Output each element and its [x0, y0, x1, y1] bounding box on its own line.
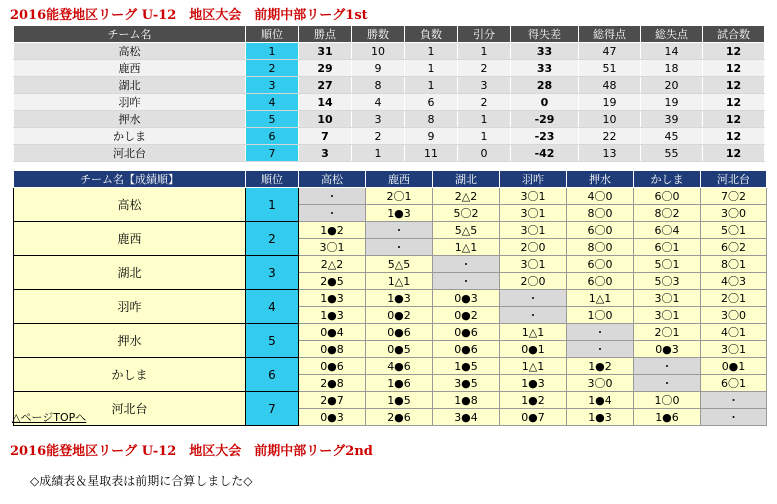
- results-self-cell: ・: [567, 341, 634, 358]
- standings-row: [14, 145, 765, 162]
- standings-goals-for: 48: [579, 77, 641, 94]
- standings-wins: 1: [352, 145, 405, 162]
- results-score-cell: 3〇1: [701, 341, 767, 358]
- results-rank: 6: [246, 358, 299, 392]
- results-score-cell: 6〇0: [634, 188, 701, 205]
- standings-goal-diff: 33: [511, 60, 579, 77]
- results-score-cell: 1△1: [366, 273, 433, 290]
- standings-games: 12: [703, 94, 765, 111]
- results-header-row: [14, 171, 767, 188]
- standings-draws: 1: [458, 128, 511, 145]
- standings-table: [13, 25, 765, 162]
- standings-goals-against: 18: [641, 60, 703, 77]
- results-score-cell: 3〇1: [500, 188, 567, 205]
- results-team-name: 羽咋: [14, 290, 246, 324]
- header-goals-against: 総失点: [641, 26, 703, 43]
- standings-goal-diff: -29: [511, 111, 579, 128]
- results-team-name: 河北台: [14, 392, 246, 426]
- standings-points: 14: [299, 94, 352, 111]
- standings-header-row: [14, 26, 765, 43]
- results-score-cell: 1●3: [366, 205, 433, 222]
- standings-losses: 9: [405, 128, 458, 145]
- results-score-cell: 5〇1: [701, 222, 767, 239]
- results-header-opp: かしま: [634, 171, 701, 188]
- results-score-cell: 2●5: [299, 273, 366, 290]
- standings-points: 3: [299, 145, 352, 162]
- standings-goals-against: 14: [641, 43, 703, 60]
- results-self-cell: ・: [299, 188, 366, 205]
- standings-losses: 6: [405, 94, 458, 111]
- results-score-cell: 2〇1: [634, 324, 701, 341]
- results-score-cell: 2〇1: [701, 290, 767, 307]
- header-draws: 引分: [458, 26, 511, 43]
- standings-points: 10: [299, 111, 352, 128]
- standings-rank: 2: [246, 60, 299, 77]
- standings-goals-for: 47: [579, 43, 641, 60]
- results-score-cell: 6〇0: [567, 256, 634, 273]
- results-team-name: 高松: [14, 188, 246, 222]
- standings-goals-against: 39: [641, 111, 703, 128]
- standings-losses: 8: [405, 111, 458, 128]
- results-rank: 7: [246, 392, 299, 426]
- results-self-cell: ・: [634, 358, 701, 375]
- results-team-name: 湖北: [14, 256, 246, 290]
- results-score-cell: 1●6: [634, 409, 701, 426]
- header-games: 試合数: [703, 26, 765, 43]
- results-score-cell: 1●3: [299, 290, 366, 307]
- standings-rank: 6: [246, 128, 299, 145]
- standings-row: [14, 77, 765, 94]
- results-score-cell: 1●8: [433, 392, 500, 409]
- results-score-cell: 6〇1: [701, 375, 767, 392]
- standings-wins: 4: [352, 94, 405, 111]
- results-score-cell: 8〇0: [567, 205, 634, 222]
- results-score-cell: 1〇0: [634, 392, 701, 409]
- results-self-cell: ・: [500, 290, 567, 307]
- results-score-cell: 0●1: [500, 341, 567, 358]
- standings-draws: 2: [458, 94, 511, 111]
- standings-goal-diff: -23: [511, 128, 579, 145]
- standings-row: [14, 43, 765, 60]
- results-score-cell: 0●1: [701, 358, 767, 375]
- results-row: [14, 324, 767, 341]
- results-score-cell: 3〇1: [500, 205, 567, 222]
- results-row: [14, 222, 767, 239]
- league-title-2nd: 2016能登地区リーグ U-12 地区大会 前期中部リーグ2nd: [10, 444, 373, 459]
- results-score-cell: 1〇0: [567, 307, 634, 324]
- results-score-cell: 3〇1: [634, 307, 701, 324]
- results-matrix: [13, 170, 767, 426]
- results-score-cell: 0●2: [366, 307, 433, 324]
- results-score-cell: 3〇1: [500, 256, 567, 273]
- results-header-opp: 河北台: [701, 171, 767, 188]
- merge-note: ◇成績表＆星取表は前期に合算しました◇: [30, 474, 253, 488]
- results-self-cell: ・: [433, 256, 500, 273]
- results-rank: 2: [246, 222, 299, 256]
- results-score-cell: 2△2: [433, 188, 500, 205]
- standings-draws: 1: [458, 43, 511, 60]
- results-score-cell: 1●5: [433, 358, 500, 375]
- results-score-cell: 0●5: [366, 341, 433, 358]
- standings-row: [14, 94, 765, 111]
- results-score-cell: 2〇0: [500, 239, 567, 256]
- results-header-opp: 押水: [567, 171, 634, 188]
- results-score-cell: 6〇0: [567, 273, 634, 290]
- results-score-cell: 6〇1: [634, 239, 701, 256]
- header-rank: 順位: [246, 26, 299, 43]
- standings-goals-for: 22: [579, 128, 641, 145]
- standings-wins: 9: [352, 60, 405, 77]
- results-score-cell: 3●5: [433, 375, 500, 392]
- results-rank: 5: [246, 324, 299, 358]
- standings-team-name: 押水: [14, 111, 246, 128]
- results-self-cell: ・: [299, 205, 366, 222]
- results-score-cell: 2●7: [299, 392, 366, 409]
- results-score-cell: 4〇0: [567, 188, 634, 205]
- standings-goals-for: 13: [579, 145, 641, 162]
- results-score-cell: 5〇2: [433, 205, 500, 222]
- standings-team-name: 高松: [14, 43, 246, 60]
- results-score-cell: 1●3: [567, 409, 634, 426]
- results-score-cell: 0●6: [366, 324, 433, 341]
- results-self-cell: ・: [634, 375, 701, 392]
- standings-team-name: かしま: [14, 128, 246, 145]
- standings-draws: 1: [458, 111, 511, 128]
- results-row: [14, 256, 767, 273]
- standings-goals-against: 45: [641, 128, 703, 145]
- results-header-opp: 羽咋: [500, 171, 567, 188]
- results-score-cell: 1●3: [299, 307, 366, 324]
- results-score-cell: 2〇0: [500, 273, 567, 290]
- results-score-cell: 1△1: [500, 324, 567, 341]
- standings-losses: 1: [405, 43, 458, 60]
- header-team: チーム名: [14, 26, 246, 43]
- standings-points: 7: [299, 128, 352, 145]
- standings-rank: 7: [246, 145, 299, 162]
- results-self-cell: ・: [366, 222, 433, 239]
- results-score-cell: 0●7: [500, 409, 567, 426]
- standings-goals-for: 10: [579, 111, 641, 128]
- standings-games: 12: [703, 111, 765, 128]
- standings-games: 12: [703, 128, 765, 145]
- results-score-cell: 0●4: [299, 324, 366, 341]
- results-score-cell: 0●2: [433, 307, 500, 324]
- results-score-cell: 8〇0: [567, 239, 634, 256]
- results-header-opp: 高松: [299, 171, 366, 188]
- results-score-cell: 4〇1: [701, 324, 767, 341]
- results-score-cell: 0●3: [634, 341, 701, 358]
- results-self-cell: ・: [433, 273, 500, 290]
- results-score-cell: 8〇2: [634, 205, 701, 222]
- standings-goal-diff: 0: [511, 94, 579, 111]
- standings-games: 12: [703, 43, 765, 60]
- results-header-rank: 順位: [246, 171, 299, 188]
- results-row: [14, 290, 767, 307]
- standings-row: [14, 111, 765, 128]
- results-rank: 1: [246, 188, 299, 222]
- league-title-1st: 2016能登地区リーグ U-12 地区大会 前期中部リーグ1st: [10, 8, 368, 23]
- results-self-cell: ・: [366, 239, 433, 256]
- results-score-cell: 3〇0: [567, 375, 634, 392]
- results-team-name: かしま: [14, 358, 246, 392]
- standings-team-name: 湖北: [14, 77, 246, 94]
- results-score-cell: 4●6: [366, 358, 433, 375]
- standings-draws: 0: [458, 145, 511, 162]
- results-score-cell: 3〇0: [701, 205, 767, 222]
- standings-goals-against: 19: [641, 94, 703, 111]
- standings-goals-against: 55: [641, 145, 703, 162]
- standings-points: 27: [299, 77, 352, 94]
- standings-row: [14, 60, 765, 77]
- standings-team-name: 河北台: [14, 145, 246, 162]
- standings-rank: 1: [246, 43, 299, 60]
- results-score-cell: 5〇3: [634, 273, 701, 290]
- results-team-name: 鹿西: [14, 222, 246, 256]
- results-score-cell: 2〇1: [366, 188, 433, 205]
- results-score-cell: 1△1: [567, 290, 634, 307]
- standings-rank: 4: [246, 94, 299, 111]
- results-row: [14, 188, 767, 205]
- results-score-cell: 2●8: [299, 375, 366, 392]
- results-self-cell: ・: [500, 307, 567, 324]
- results-score-cell: 1●2: [299, 222, 366, 239]
- results-score-cell: 7〇2: [701, 188, 767, 205]
- results-rank: 4: [246, 290, 299, 324]
- standings-goals-for: 19: [579, 94, 641, 111]
- results-score-cell: 5〇1: [634, 256, 701, 273]
- standings-games: 12: [703, 145, 765, 162]
- standings-rank: 3: [246, 77, 299, 94]
- header-goals-for: 総得点: [579, 26, 641, 43]
- standings-games: 12: [703, 77, 765, 94]
- results-score-cell: 1●3: [500, 375, 567, 392]
- results-score-cell: 0●3: [433, 290, 500, 307]
- standings-wins: 3: [352, 111, 405, 128]
- results-score-cell: 3〇0: [701, 307, 767, 324]
- standings-team-name: 鹿西: [14, 60, 246, 77]
- results-header-team: チーム名【成績順】: [14, 171, 246, 188]
- results-rank: 3: [246, 256, 299, 290]
- header-losses: 負数: [405, 26, 458, 43]
- results-score-cell: 6〇2: [701, 239, 767, 256]
- results-score-cell: 1△1: [500, 358, 567, 375]
- results-score-cell: 3〇1: [299, 239, 366, 256]
- standings-team-name: 羽咋: [14, 94, 246, 111]
- standings-wins: 2: [352, 128, 405, 145]
- standings-losses: 1: [405, 60, 458, 77]
- results-score-cell: 1●2: [567, 358, 634, 375]
- results-score-cell: 2●6: [366, 409, 433, 426]
- results-row: [14, 392, 767, 409]
- standings-draws: 2: [458, 60, 511, 77]
- results-score-cell: 3〇1: [500, 222, 567, 239]
- results-score-cell: 3〇1: [634, 290, 701, 307]
- results-score-cell: 1●4: [567, 392, 634, 409]
- standings-games: 12: [703, 60, 765, 77]
- results-score-cell: 3●4: [433, 409, 500, 426]
- standings-rank: 5: [246, 111, 299, 128]
- standings-goals-against: 20: [641, 77, 703, 94]
- results-score-cell: 5△5: [366, 256, 433, 273]
- standings-points: 29: [299, 60, 352, 77]
- results-row: [14, 358, 767, 375]
- results-self-cell: ・: [567, 324, 634, 341]
- results-score-cell: 2△2: [299, 256, 366, 273]
- results-score-cell: 0●6: [299, 358, 366, 375]
- results-score-cell: 1●3: [366, 290, 433, 307]
- standings-draws: 3: [458, 77, 511, 94]
- results-self-cell: ・: [701, 409, 767, 426]
- results-score-cell: 1●5: [366, 392, 433, 409]
- results-score-cell: 6〇0: [567, 222, 634, 239]
- results-score-cell: 4〇3: [701, 273, 767, 290]
- standings-wins: 10: [352, 43, 405, 60]
- results-score-cell: 1●2: [500, 392, 567, 409]
- standings-losses: 1: [405, 77, 458, 94]
- results-score-cell: 6〇4: [634, 222, 701, 239]
- results-score-cell: 5△5: [433, 222, 500, 239]
- page-top-link[interactable]: △ページTOPへ: [12, 411, 87, 424]
- results-score-cell: 1●6: [366, 375, 433, 392]
- standings-points: 31: [299, 43, 352, 60]
- header-goal-diff: 得失差: [511, 26, 579, 43]
- results-header-opp: 鹿西: [366, 171, 433, 188]
- standings-goals-for: 51: [579, 60, 641, 77]
- standings-losses: 11: [405, 145, 458, 162]
- results-score-cell: 0●6: [433, 341, 500, 358]
- header-points: 勝点: [299, 26, 352, 43]
- results-score-cell: 8〇1: [701, 256, 767, 273]
- results-score-cell: 0●3: [299, 409, 366, 426]
- standings-wins: 8: [352, 77, 405, 94]
- results-header-opp: 湖北: [433, 171, 500, 188]
- results-team-name: 押水: [14, 324, 246, 358]
- results-score-cell: 1△1: [433, 239, 500, 256]
- results-self-cell: ・: [701, 392, 767, 409]
- standings-goal-diff: 28: [511, 77, 579, 94]
- standings-row: [14, 128, 765, 145]
- results-score-cell: 0●8: [299, 341, 366, 358]
- standings-goal-diff: -42: [511, 145, 579, 162]
- header-wins: 勝数: [352, 26, 405, 43]
- results-score-cell: 0●6: [433, 324, 500, 341]
- standings-goal-diff: 33: [511, 43, 579, 60]
